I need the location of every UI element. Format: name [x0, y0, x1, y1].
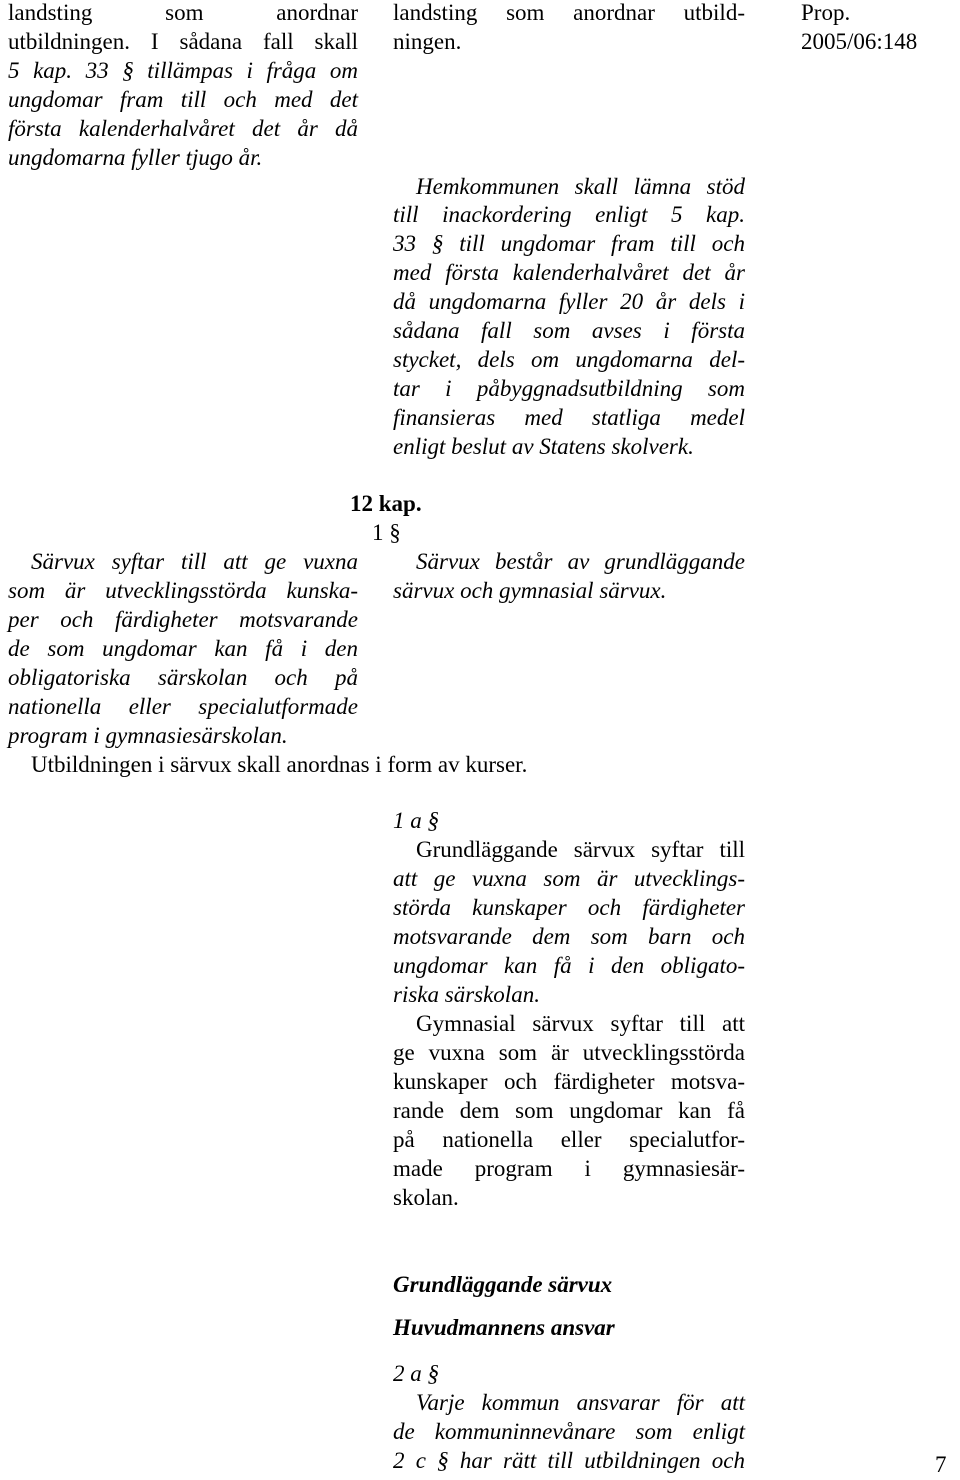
- text-line: obligatoriska särskolan och på: [8, 665, 358, 690]
- text-line: Varje kommun ansvarar för att: [416, 1390, 745, 1415]
- text-line: 33 § till ungdomar fram till och: [393, 231, 745, 256]
- text-line: kunskaper och färdigheter motsva-: [393, 1069, 745, 1094]
- heading-grundlaggande-sarvux: Grundläggande särvux: [393, 1272, 613, 1297]
- section-number: 1 a §: [393, 808, 439, 833]
- text-line: program i gymnasiesärskolan.: [8, 723, 288, 748]
- text-line: första kalenderhalvåret det år då: [8, 116, 358, 141]
- text-line: att ge vuxna som är utvecklings-: [393, 866, 745, 891]
- heading-huvudmannens-ansvar: Huvudmannens ansvar: [393, 1315, 615, 1340]
- text-line: de som ungdomar kan få i den: [8, 636, 358, 661]
- text-line: stycket, dels om ungdomarna del-: [393, 347, 745, 372]
- text-line: Särvux består av grundläggande: [416, 549, 745, 574]
- text-line: sådana fall som avses i första: [393, 318, 745, 343]
- text-line: enligt beslut av Statens skolverk.: [393, 434, 694, 459]
- text-line: ge vuxna som är utvecklingsstörda: [393, 1040, 745, 1065]
- page-number: 7: [935, 1452, 947, 1477]
- text-line: motsvarande dem som barn och: [393, 924, 745, 949]
- text-line: made program i gymnasiesär-: [393, 1156, 745, 1181]
- text-line: rande dem som ungdomar kan få: [393, 1098, 745, 1123]
- text-line: 2 c § har rätt till utbildningen och: [393, 1448, 745, 1473]
- text-line: Särvux syftar till att ge vuxna: [31, 549, 358, 574]
- text-line: som är utvecklingsstörda kunska-: [8, 578, 358, 603]
- text-line: ningen.: [393, 29, 462, 54]
- text-line: finansieras med statliga medel: [393, 405, 745, 430]
- text-line: ungdomarna fyller tjugo år.: [8, 145, 263, 170]
- text-line: de kommuninnevånare som enligt: [393, 1419, 745, 1444]
- text-line: med första kalenderhalvåret det år: [393, 260, 745, 285]
- text-line: skolan.: [393, 1185, 459, 1210]
- text-line: tar i påbyggnadsutbildning som: [393, 376, 745, 401]
- text-line: utbildningen. I sådana fall skall: [8, 29, 358, 54]
- text-line: till inackordering enligt 5 kap.: [393, 202, 745, 227]
- text-line: riska särskolan.: [393, 982, 540, 1007]
- text-line: landsting som anordnar: [8, 0, 358, 25]
- common-line: Utbildningen i särvux skall anordnas i form av kurser.: [31, 752, 528, 777]
- text-line: särvux och gymnasial särvux.: [393, 578, 667, 603]
- text-line: ungdomar fram till och med det: [8, 87, 358, 112]
- section-number: 1 §: [372, 520, 401, 545]
- text-line: på nationella eller specialutfor-: [393, 1127, 745, 1152]
- text-line: Grundläggande särvux syftar till: [416, 837, 745, 862]
- text-line: nationella eller specialutformade: [8, 694, 358, 719]
- proposition-number: Prop. 2005/06:148: [801, 0, 918, 54]
- text-line: då ungdomarna fyller 20 år dels i: [393, 289, 745, 314]
- text-line: 5 kap. 33 § tillämpas i fråga om: [8, 58, 358, 83]
- text-line: störda kunskaper och färdigheter: [393, 895, 745, 920]
- text-line: per och färdigheter motsvarande: [8, 607, 358, 632]
- chapter-title: 12 kap.: [350, 491, 422, 516]
- text-line: ungdomar kan få i den obligato-: [393, 953, 745, 978]
- text-line: landsting som anordnar utbild-: [393, 0, 745, 25]
- text-line: Gymnasial särvux syftar till att: [416, 1011, 745, 1036]
- section-number: 2 a §: [393, 1361, 439, 1386]
- text-line: Hemkommunen skall lämna stöd: [416, 174, 745, 199]
